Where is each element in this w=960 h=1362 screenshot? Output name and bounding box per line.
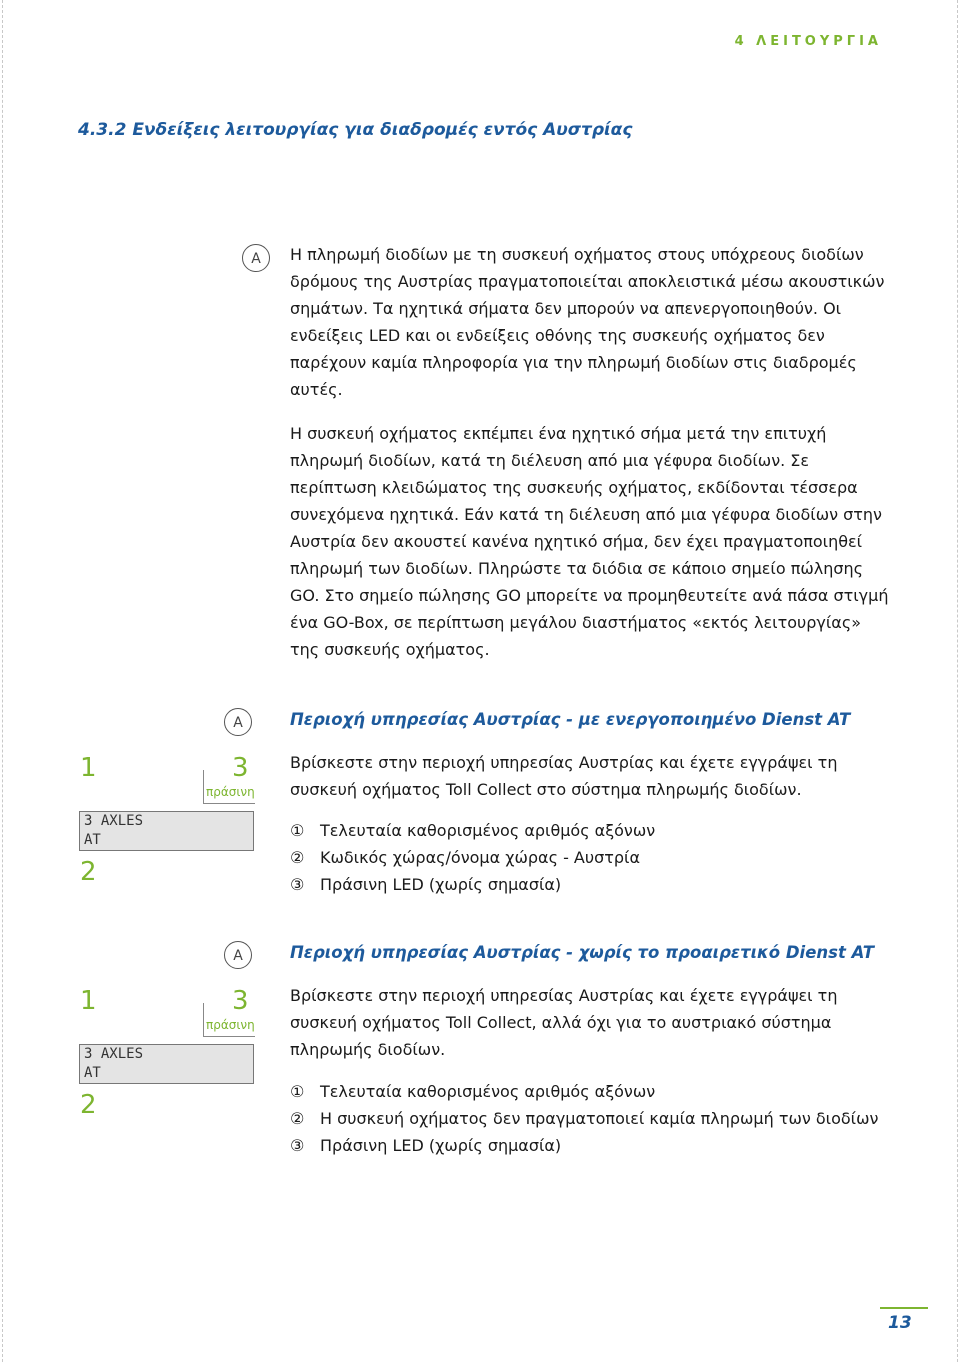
footer-rule	[880, 1307, 928, 1309]
lcd-line-1: 3 AXLES	[84, 813, 144, 829]
page-edge-left	[2, 0, 3, 1362]
lcd-line-1: 3 AXLES	[84, 1046, 144, 1062]
lcd-line-2: AT	[84, 832, 101, 848]
block-1-heading: Περιοχή υπηρεσίας Αυστρίας - με ενεργοποιημένο Dienst AT	[290, 710, 851, 729]
callout-2: 2	[80, 1090, 97, 1120]
marker-a-icon: A	[242, 244, 270, 272]
list-item: ① Τελευταία καθορισμένος αριθμός αξόνων	[290, 1082, 656, 1101]
marker-a-icon: A	[224, 941, 252, 969]
callout-3: 3	[232, 753, 249, 783]
block-2-description: Βρίσκεστε στην περιοχή υπηρεσίας Αυστρίας και έχετε εγγράψει τη συσκευή οχήματος Toll Collect, αλλά όχι για το αυστριακό σύστημα πληρωμής διοδίων.	[290, 986, 838, 1059]
callout-2: 2	[80, 857, 97, 887]
callout-1: 1	[80, 986, 97, 1016]
led-label: πράσινη	[206, 785, 255, 799]
list-item: ① Τελευταία καθορισμένος αριθμός αξόνων	[290, 821, 656, 840]
block-2-heading: Περιοχή υπηρεσίας Αυστρίας - χωρίς το προαιρετικό Dienst AT	[290, 943, 875, 962]
list-item: ③ Πράσινη LED (χωρίς σημασία)	[290, 875, 562, 894]
section-title: 4.3.2 Ενδείξεις λειτουργίας για διαδρομές εντός Αυστρίας	[78, 120, 633, 140]
list-item: ② Η συσκευή οχήματος δεν πραγματοποιεί καμία πληρωμή των διοδίων	[290, 1109, 879, 1128]
led-label: πράσινη	[206, 1018, 255, 1032]
intro-paragraph-2: Η συσκευή οχήματος εκπέμπει ένα ηχητικό σήμα μετά την επιτυχή πληρωμή διοδίων, κατά τη διέλευση από μια γέφυρα διοδίων. Σε περίπτωση κλειδώματος της συσκευής οχήματος, εκδίδονται τέσσερα συνεχόμενα ηχητικά. Εάν κατά τη διέλευση από μια γέφυρα διοδίων στην Αυστρία δεν ακουστεί κανένα ηχητικό σήμα, δεν έχει πραγματοποιηθεί πληρωμή των διοδίων. Πληρώστε τα διόδια σε κάποιο σημείο πώλησης GO. Στο σημείο πώλησης GO μπορείτε να προμηθευτείτε ανά πάσα στιγμή ένα GO-Box, σε περίπτωση μεγάλου διαστήματος «εκτός λειτουργίας» της συσκευής οχήματος.	[290, 424, 889, 659]
callout-3: 3	[232, 986, 249, 1016]
lcd-display	[79, 1044, 254, 1084]
intro-paragraph-1: Η πληρωμή διοδίων με τη συσκευή οχήματος στους υπόχρεους διοδίων δρόμους της Αυστρίας πραγματοποιείται αποκλειστικά μέσω ακουστικών σημάτων. Τα ηχητικά σήματα δεν μπορούν να απενεργοποιηθούν. Οι ενδείξεις LED και οι ενδείξεις οθόνης της συσκευής οχήματος δεν παρέχουν καμία πληροφορία για την πληρωμή διοδίων στις διαδρομές αυτές.	[290, 245, 885, 399]
marker-a-icon: A	[224, 708, 252, 736]
list-item: ② Κωδικός χώρας/όνομα χώρας - Αυστρία	[290, 848, 641, 867]
block-1-legend	[290, 817, 890, 898]
led-indicator-bracket	[203, 1003, 255, 1037]
block-1-description: Βρίσκεστε στην περιοχή υπηρεσίας Αυστρίας και έχετε εγγράψει τη συσκευή οχήματος Toll Collect στο σύστημα πληρωμής διοδίων.	[290, 753, 838, 799]
callout-1: 1	[80, 753, 97, 783]
running-header: 4 ΛΕΙΤΟΥΡΓΙΑ	[734, 34, 882, 49]
lcd-line-2: AT	[84, 1065, 101, 1081]
block-2-legend	[290, 1078, 890, 1159]
led-indicator-bracket	[203, 770, 255, 804]
page-number: 13	[888, 1313, 912, 1333]
page-edge-right	[957, 0, 958, 1362]
lcd-display	[79, 811, 254, 851]
list-item: ③ Πράσινη LED (χωρίς σημασία)	[290, 1136, 562, 1155]
